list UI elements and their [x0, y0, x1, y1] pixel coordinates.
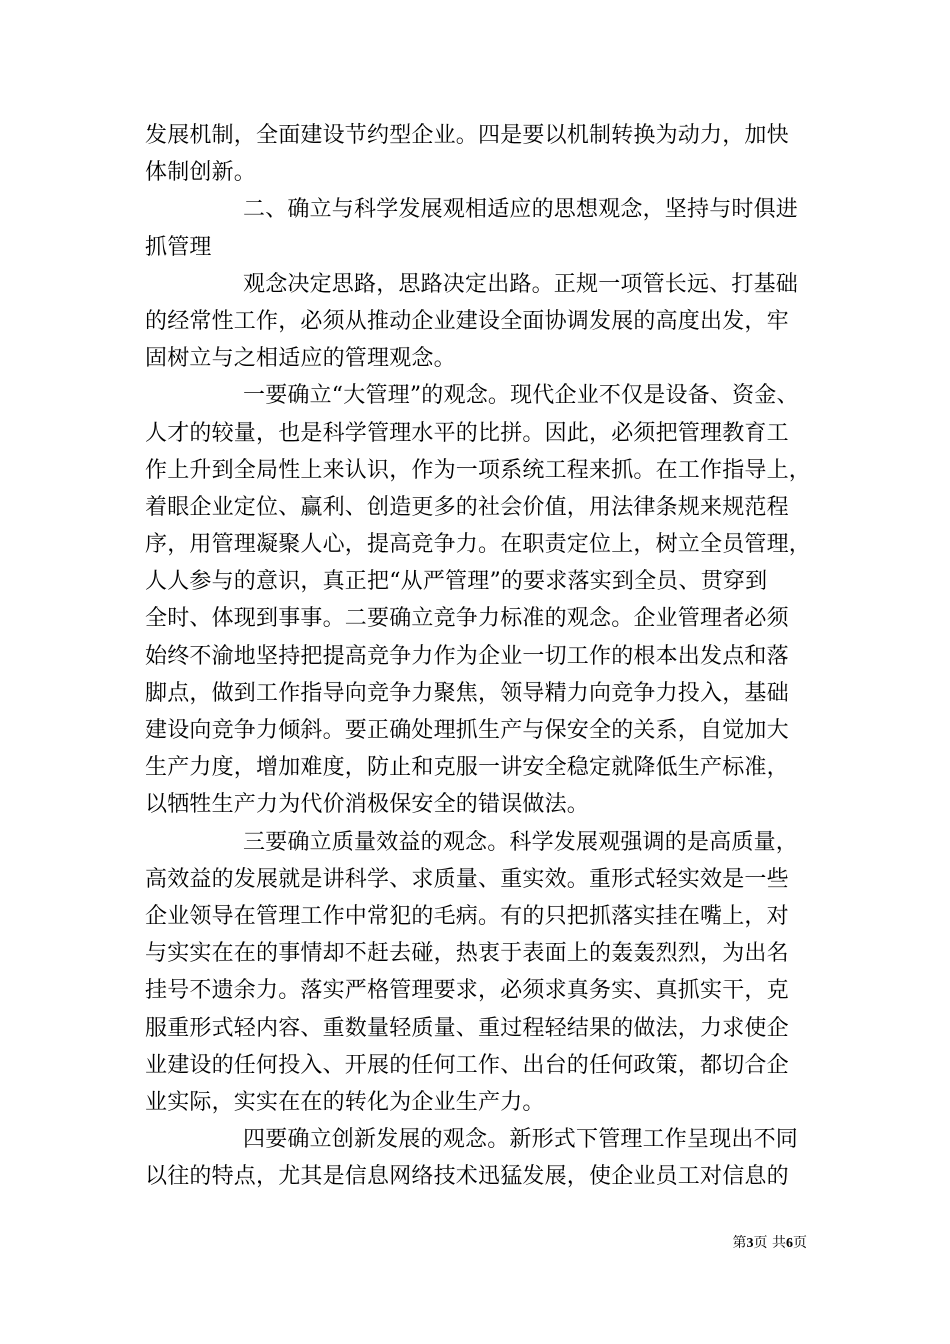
text-line: 抓管理 [145, 234, 212, 260]
text-line: 作上升到全局性上来认识，作为一项系统工程来抓。在工作指导上， [145, 457, 812, 483]
text-line: 业建设的任何投入、开展的任何工作、出台的任何政策，都切合企 [145, 1052, 789, 1078]
text-line: 观念决定思路，思路决定出路。正规一项管长远、打基础 [243, 271, 799, 297]
footer-prefix: 第 [732, 1235, 747, 1251]
text-line: 二、确立与科学发展观相适应的思想观念，坚持与时俱进 [243, 197, 799, 223]
current-page-number: 3 [746, 1236, 754, 1251]
text-line: 以往的特点，尤其是信息网络技术迅猛发展，使企业员工对信息的 [145, 1164, 789, 1190]
text-line: 生产力度，增加难度，防止和克服一讲安全稳定就降低生产标准， [145, 755, 789, 781]
text-line: 挂号不遗余力。落实严格管理要求，必须求真务实、真抓实干，克 [145, 978, 789, 1004]
text-line: 发展机制，全面建设节约型企业。四是要以机制转换为动力，加快 [145, 123, 789, 148]
footer-suffix: 页 [793, 1235, 807, 1251]
text-line: 始终不渝地坚持把提高竞争力作为企业一切工作的根本出发点和落 [145, 643, 789, 669]
text-line: 一要确立“大管理”的观念。现代企业不仅是设备、资金、 [243, 383, 799, 409]
page-footer [733, 1232, 807, 1252]
text-line: 四要确立创新发展的观念。新形式下管理工作呈现出不同 [243, 1127, 799, 1153]
text-line: 三要确立质量效益的观念。科学发展观强调的是高质量， [243, 829, 799, 855]
text-line: 与实实在在的事情却不赶去碰，热衷于表面上的轰轰烈烈，为出名 [145, 941, 789, 967]
text-line: 建设向竞争力倾斜。要正确处理抓生产与保安全的关系，自觉加大 [145, 718, 789, 743]
text-line: 着眼企业定位、赢利、创造更多的社会价值，用法律条规来规范程 [145, 494, 789, 520]
text-line: 序，用管理凝聚人心，提高竞争力。在职责定位上，树立全员管理， [145, 532, 812, 558]
text-line: 人才的较量，也是科学管理水平的比拼。因此，必须把管理教育工 [145, 420, 789, 446]
text-line: 的经常性工作，必须从推动企业建设全面协调发展的高度出发，牢 [145, 308, 789, 334]
footer-middle: 页 共 [753, 1235, 786, 1251]
body-text [145, 117, 810, 1195]
text-line: 企业领导在管理工作中常犯的毛病。有的只把抓落实挂在嘴上，对 [145, 903, 789, 929]
text-line: 业实际，实实在在的转化为企业生产力。 [145, 1089, 545, 1115]
text-line: 高效益的发展就是讲科学、求质量、重实效。重形式轻实效是一些 [145, 866, 789, 892]
text-line: 服重形式轻内容、重数量轻质量、重过程轻结果的做法，力求使企 [145, 1015, 789, 1041]
text-line: 全时、体现到事事。二要确立竞争力标准的观念。企业管理者必须 [145, 606, 789, 632]
text-line: 体制创新。 [145, 160, 257, 186]
text-line: 固树立与之相适应的管理观念。 [145, 346, 456, 372]
text-line: 以牺牲生产力为代价消极保安全的错误做法。 [145, 792, 590, 818]
text-line: 脚点，做到工作指导向竞争力聚焦，领导精力向竞争力投入，基础 [145, 680, 789, 706]
text-line: 人人参与的意识，真正把“从严管理”的要求落实到全员、贯穿到 [145, 569, 768, 595]
total-pages-number: 6 [786, 1236, 793, 1251]
